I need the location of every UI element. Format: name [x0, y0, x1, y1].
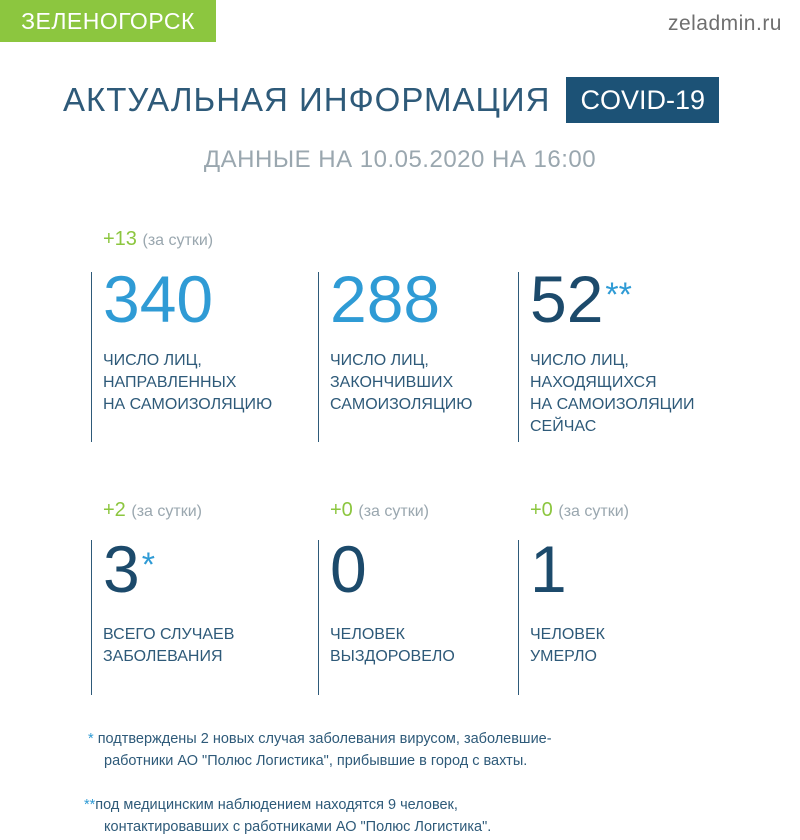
stat-label: ЧИСЛО ЛИЦ,	[330, 352, 429, 369]
stat-label: ЗАКОНЧИВШИХ	[330, 374, 454, 391]
site-name[interactable]: zeladmin.ru	[667, 12, 782, 35]
page-title: АКТУАЛЬНАЯ ИНФОРМАЦИЯ	[63, 81, 551, 118]
stat-value: 340	[103, 262, 214, 336]
stat-self-isolation-now	[530, 262, 695, 438]
divider-line	[91, 540, 92, 695]
stat-deaths	[530, 499, 629, 668]
daily-delta: +13 (за сутки)	[103, 228, 214, 250]
stat-label: СЕЙЧАС	[530, 418, 597, 435]
stat-label: ЧЕЛОВЕК	[330, 626, 405, 643]
stat-value: 3*	[103, 532, 155, 606]
stat-value: 1	[530, 532, 567, 606]
stat-total-cases	[103, 499, 234, 668]
daily-delta: +2 (за сутки)	[103, 499, 202, 521]
divider-line	[91, 272, 92, 442]
stat-label: САМОИЗОЛЯЦИЮ	[330, 396, 473, 413]
divider-line	[518, 272, 519, 442]
title-row	[63, 76, 719, 124]
footnote-marker: **	[84, 797, 96, 813]
stat-value: 0	[330, 532, 367, 606]
footnote-text: подтверждены 2 новых случая заболевания вирусом, заболевшие-	[97, 731, 552, 747]
stat-label: НАХОДЯЩИХСЯ	[530, 374, 657, 391]
stat-label: ЗАБОЛЕВАНИЯ	[103, 648, 223, 665]
footnote-2	[84, 794, 491, 838]
stat-label: ВЫЗДОРОВЕЛО	[330, 648, 455, 665]
date-subtitle: ДАННЫЕ НА 10.05.2020 НА 16:00	[203, 146, 597, 173]
city-badge: ЗЕЛЕНОГОРСК	[0, 0, 216, 42]
stat-value: 52**	[530, 262, 632, 336]
stat-label: НАПРАВЛЕННЫХ	[103, 374, 237, 391]
divider-line	[318, 540, 319, 695]
divider-line	[518, 540, 519, 695]
stat-label: УМЕРЛО	[530, 648, 597, 665]
stat-label: ЧИСЛО ЛИЦ,	[103, 352, 202, 369]
stat-label: НА САМОИЗОЛЯЦИИ	[530, 396, 695, 413]
stat-label: НА САМОИЗОЛЯЦИЮ	[103, 396, 273, 413]
daily-delta: +0 (за сутки)	[530, 499, 629, 521]
daily-delta: +0 (за сутки)	[330, 499, 429, 521]
stat-label: ЧИСЛО ЛИЦ,	[530, 352, 629, 369]
stat-self-isolation-done	[330, 262, 473, 416]
footnote-marker: *	[141, 546, 155, 584]
footnote-1	[88, 728, 552, 772]
stat-recovered	[330, 499, 455, 668]
footnote-marker: *	[88, 731, 94, 747]
footnote-marker: **	[605, 276, 632, 314]
divider-line	[318, 272, 319, 442]
stat-self-isolation-sent	[103, 228, 213, 251]
stat-label: ЧЕЛОВЕК	[530, 626, 605, 643]
footnote-text: работники АО "Полюс Логистика", прибывшие в город с вахты.	[104, 753, 528, 769]
footnote-text: под медицинским наблюдением находятся 9 человек,	[95, 797, 458, 813]
footnote-text: контактировавших с работниками АО "Полюс Логистика".	[104, 819, 492, 835]
stat-value: 288	[330, 262, 441, 336]
stat-label: ВСЕГО СЛУЧАЕВ	[103, 626, 235, 643]
stat-self-isolation-sent-body	[103, 262, 273, 416]
covid-badge: COVID-19	[566, 77, 719, 123]
